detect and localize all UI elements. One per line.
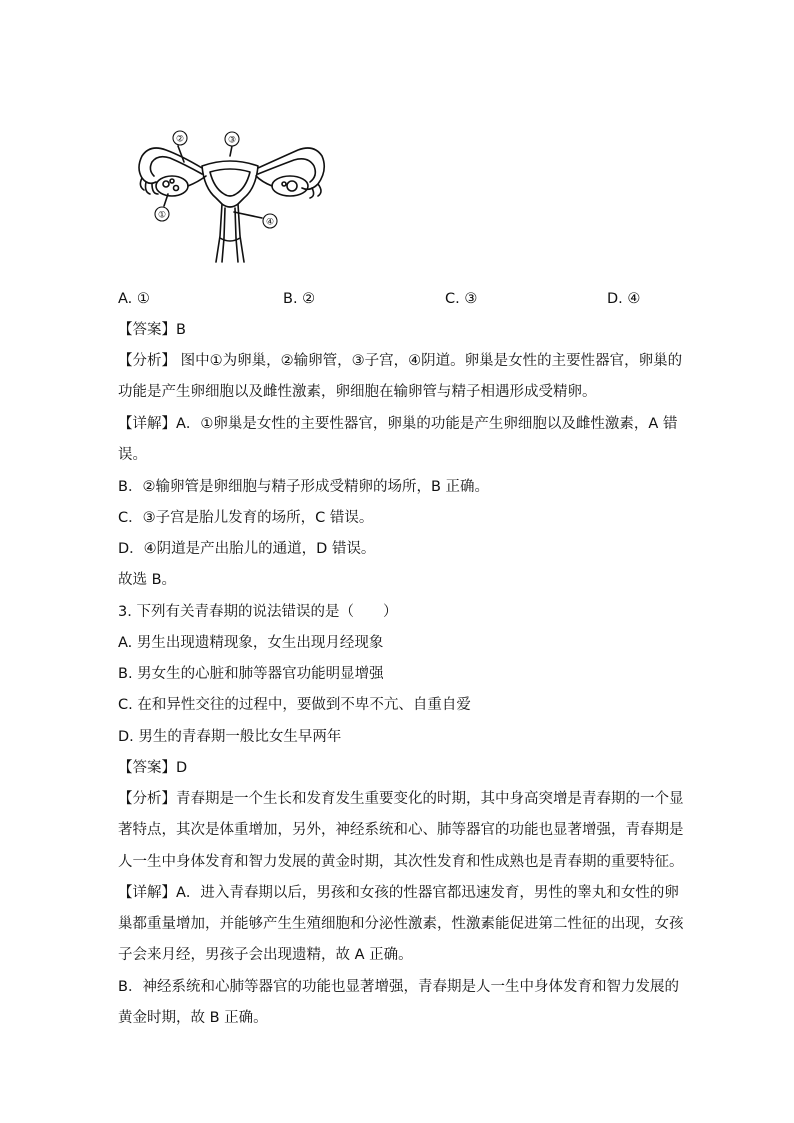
q3-option-d: D. 男生的青春期一般比女生早两年 — [118, 729, 342, 745]
q2-detail-line: 误。 — [118, 447, 147, 463]
q3-option-c: C. 在和异性交往的过程中，要做到不卑不亢、自重自爱 — [118, 697, 471, 713]
q2-option-a: A. ① — [118, 291, 150, 307]
q3-detail-line: 黄金时期，故 B 正确。 — [118, 1010, 268, 1026]
q2-detail-line: 【详解】A．①卵巢是女性的主要性器官，卵巢的功能是产生卵细胞以及雌性激素，A 错 — [118, 416, 678, 432]
q3-analysis-line: 人一生中身体发育和智力发展的黄金时期，其次性发育和性成熟也是青春期的重要特征。 — [118, 854, 684, 870]
female-reproductive-system-diagram — [132, 126, 328, 264]
q2-analysis-line: 【分析】 图中①为卵巢，②输卵管，③子宫，④阴道。卵巢是女性的主要性器官，卵巢的 — [118, 353, 683, 369]
q3-answer: 【答案】D — [118, 760, 188, 776]
q3-detail-line: 巢都重量增加，并能够产生生殖细胞和分泌性激素，性激素能促进第二性征的出现，女孩 — [118, 916, 684, 932]
q2-detail-line: C．③子宫是胎儿发育的场所，C 错误。 — [118, 510, 374, 526]
q3-option-b: B. 男女生的心脏和肺等器官功能明显增强 — [118, 666, 384, 682]
q3-stem: 3. 下列有关青春期的说法错误的是（ ） — [118, 604, 398, 620]
q3-analysis-line: 著特点，其次是体重增加，另外，神经系统和心、肺等器官的功能也显著增强，青春期是 — [118, 822, 684, 838]
q3-option-a: A. 男生出现遗精现象，女生出现月经现象 — [118, 635, 384, 651]
uterus-illustration — [132, 126, 328, 264]
q3-analysis-line: 【分析】青春期是一个生长和发育发生重要变化的时期，其中身高突增是青春期的一个显 — [118, 791, 684, 807]
label-3: ③ — [227, 135, 237, 146]
q2-analysis-line: 功能是产生卵细胞以及雌性激素，卵细胞在输卵管与精子相遇形成受精卵。 — [118, 384, 597, 400]
q2-option-d: D. ④ — [607, 291, 641, 307]
q3-detail-line: 子会来月经，男孩子会出现遗精，故 A 正确。 — [118, 947, 413, 963]
q3-detail-line: 【详解】A．进入青春期以后，男孩和女孩的性器官都迅速发育，男性的睾丸和女性的卵 — [118, 885, 679, 901]
q2-answer: 【答案】B — [118, 322, 186, 338]
label-2: ② — [175, 134, 185, 145]
q2-detail-line: B．②输卵管是卵细胞与精子形成受精卵的场所，B 正确。 — [118, 479, 490, 495]
label-4: ④ — [265, 217, 275, 228]
q3-detail-line: B．神经系统和心肺等器官的功能也显著增强，青春期是人一生中身体发育和智力发展的 — [118, 979, 679, 995]
q2-option-b: B. ② — [283, 291, 316, 307]
q2-detail-line: 故选 B。 — [118, 572, 177, 588]
label-1: ① — [157, 210, 167, 221]
q2-detail-line: D．④阴道是产出胎儿的通道，D 错误。 — [118, 541, 376, 557]
q2-option-c: C. ③ — [445, 291, 478, 307]
